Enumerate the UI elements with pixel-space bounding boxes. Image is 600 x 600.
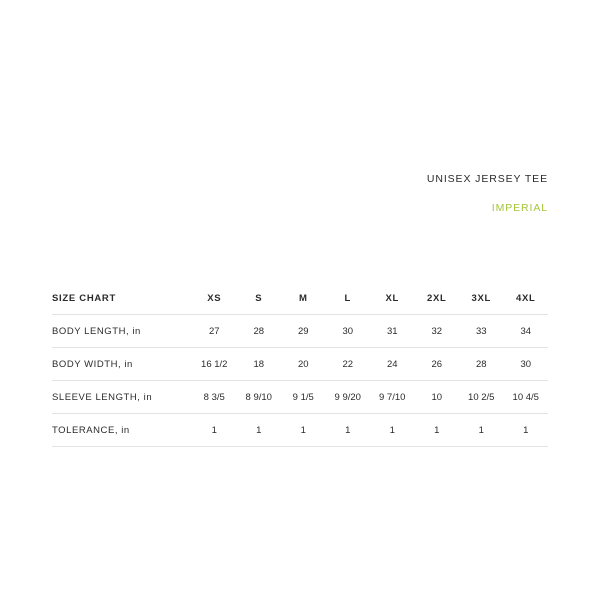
cell: 9 7/10 bbox=[370, 381, 415, 414]
cell: 29 bbox=[281, 315, 326, 348]
cell: 1 bbox=[459, 414, 504, 447]
cell: 1 bbox=[192, 414, 237, 447]
table-row bbox=[52, 348, 548, 381]
column-header-s: S bbox=[237, 282, 282, 315]
cell: 18 bbox=[237, 348, 282, 381]
table-row bbox=[52, 414, 548, 447]
table-header bbox=[52, 282, 548, 315]
product-title: UNISEX JERSEY TEE bbox=[426, 173, 548, 185]
cell: 1 bbox=[237, 414, 282, 447]
cell: 1 bbox=[326, 414, 371, 447]
cell: 26 bbox=[415, 348, 460, 381]
row-label: BODY WIDTH, in bbox=[52, 348, 192, 381]
cell: 1 bbox=[281, 414, 326, 447]
cell: 10 bbox=[415, 381, 460, 414]
cell: 1 bbox=[504, 414, 549, 447]
column-header-m: M bbox=[281, 282, 326, 315]
column-header-3xl: 3XL bbox=[459, 282, 504, 315]
cell: 28 bbox=[459, 348, 504, 381]
cell: 20 bbox=[281, 348, 326, 381]
cell: 28 bbox=[237, 315, 282, 348]
cell: 1 bbox=[415, 414, 460, 447]
size-chart-table bbox=[52, 282, 548, 447]
row-label: BODY LENGTH, in bbox=[52, 315, 192, 348]
cell: 31 bbox=[370, 315, 415, 348]
cell: 1 bbox=[370, 414, 415, 447]
chart-header bbox=[427, 172, 548, 215]
cell: 32 bbox=[415, 315, 460, 348]
table-row bbox=[52, 315, 548, 348]
cell: 24 bbox=[370, 348, 415, 381]
cell: 30 bbox=[504, 348, 549, 381]
table-body bbox=[52, 315, 548, 447]
cell: 34 bbox=[504, 315, 549, 348]
column-header-2xl: 2XL bbox=[415, 282, 460, 315]
cell: 10 4/5 bbox=[504, 381, 549, 414]
cell: 8 9/10 bbox=[237, 381, 282, 414]
row-label: SLEEVE LENGTH, in bbox=[52, 381, 192, 414]
table-header-row bbox=[52, 282, 548, 315]
cell: 33 bbox=[459, 315, 504, 348]
column-header-xl: XL bbox=[370, 282, 415, 315]
row-label: TOLERANCE, in bbox=[52, 414, 192, 447]
cell: 16 1/2 bbox=[192, 348, 237, 381]
size-chart-table-wrapper bbox=[52, 282, 548, 447]
table-row bbox=[52, 381, 548, 414]
column-header-l: L bbox=[326, 282, 371, 315]
cell: 10 2/5 bbox=[459, 381, 504, 414]
cell: 9 1/5 bbox=[281, 381, 326, 414]
cell: 27 bbox=[192, 315, 237, 348]
column-header-xs: XS bbox=[192, 282, 237, 315]
cell: 9 9/20 bbox=[326, 381, 371, 414]
column-header-4xl: 4XL bbox=[504, 282, 549, 315]
table-corner-label: SIZE CHART bbox=[52, 282, 192, 315]
cell: 22 bbox=[326, 348, 371, 381]
cell: 8 3/5 bbox=[192, 381, 237, 414]
unit-system-label: IMPERIAL bbox=[491, 202, 548, 214]
cell: 30 bbox=[326, 315, 371, 348]
